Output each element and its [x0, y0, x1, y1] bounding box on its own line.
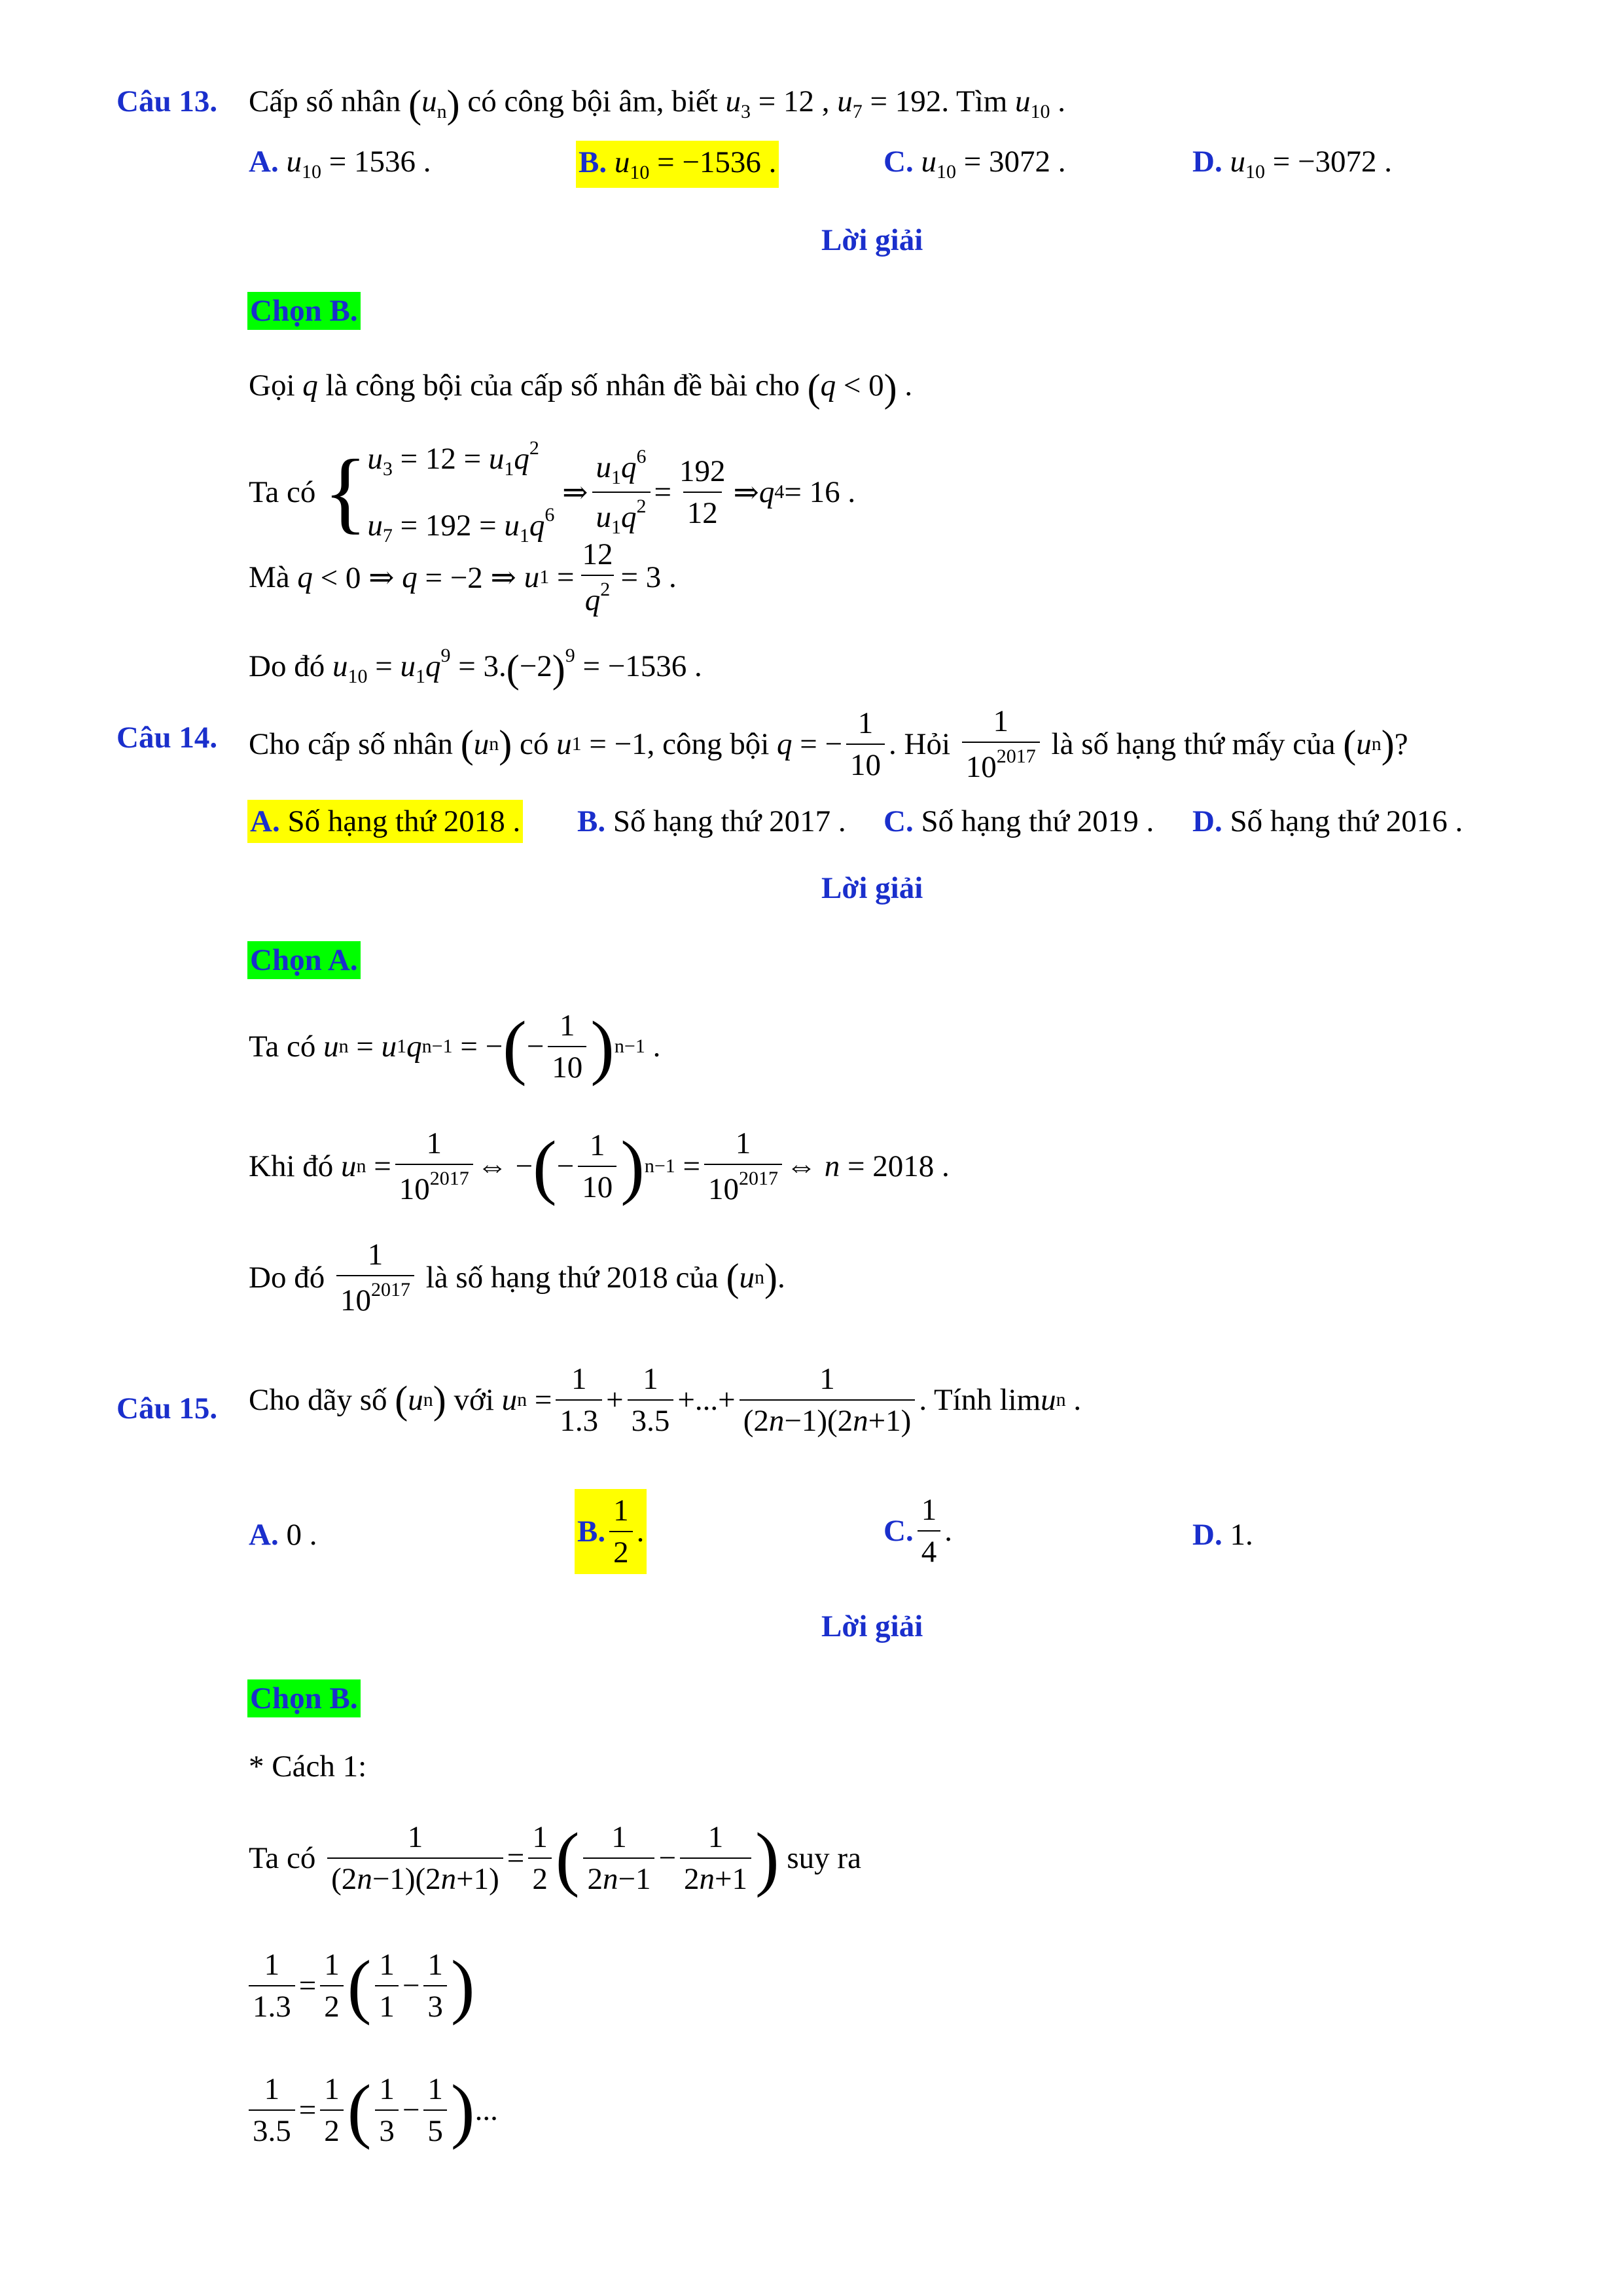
q13-line-1: Gọi q là công bội của cấp số nhân đề bài cho (q < 0) . — [249, 367, 913, 410]
option-13-c[interactable]: C. $u_{10} = 3072$ . — [883, 145, 1066, 183]
q14-line-1: Ta có u n = u 1 q n−1 = − ( − $\frac{1}{10}$ ) n−1 . — [249, 1007, 661, 1086]
q13-line-3: Mà q < 0 ⇒ q = −2 ⇒ u 1 = $\frac{12}{q^2}$ = 3 . — [249, 537, 677, 617]
option-15-a[interactable]: A. 0 . — [249, 1518, 317, 1552]
chosen-answer-13: Chọn B. — [247, 292, 361, 330]
option-15-d[interactable]: D. 1. — [1192, 1518, 1253, 1552]
method-label: * Cách 1: — [249, 1749, 367, 1784]
solution-title-14: Lời giải — [821, 871, 923, 905]
chosen-answer-15: Chọn B. — [247, 1679, 361, 1717]
q15-line-2: $\frac{1}{1.3}$ = $\frac{1}{2}$ ( $\frac{1}{1}$ − $\frac{1}{3}$ ) — [249, 1947, 475, 2024]
question-15-label: Câu 15. — [116, 1391, 218, 1426]
q14-line-3: Do đó $\frac{1}{10^{2017}}$ là số hạng thứ 2018 của ( u n ) . — [249, 1238, 785, 1318]
option-15-b[interactable]: B. $\frac{1}{2}$ . — [575, 1489, 647, 1574]
option-14-a[interactable]: A. Số hạng thứ 2018 . — [247, 800, 523, 843]
option-13-b[interactable]: B. $u_{10} = -1536$ . — [576, 141, 779, 188]
q15-line-3: $\frac{1}{3.5}$ = $\frac{1}{2}$ ( $\frac{1}{3}$ − $\frac{1}{5}$ ) ... — [249, 2072, 498, 2149]
option-14-b[interactable]: B. Số hạng thứ 2017 . — [577, 804, 846, 838]
solution-title-13: Lời giải — [821, 223, 923, 257]
chosen-answer-14: Chọn A. — [247, 941, 361, 979]
option-13-a[interactable]: A. $u_{10} = 1536$ . — [249, 145, 431, 183]
option-13-d[interactable]: D. $u_{10} = -3072$ . — [1192, 145, 1392, 183]
q13-line-2: Ta có { $u_3 = 12 = u_1q^2$ $u_7 = 192 = u_1q^6$ ⇒ $\frac{u_1q^6}{u_1q^2}$ = $\frac{192}{12}$ ⇒ q 4 = 16 . — [249, 437, 856, 547]
q15-line-1: Ta có $\frac{1}{(2n-1)(2n+1)}$ = $\frac{1}{2}$ ( $\frac{1}{2n-1}$ − $\frac{1}{2n+1}$ ) suy ra — [249, 1818, 861, 1898]
option-14-d[interactable]: D. Số hạng thứ 2016 . — [1192, 804, 1463, 838]
q13-line-4: Do đó $u_{10} = u_1q^9 = 3.(-2)^9 = -1536$ . — [249, 645, 702, 691]
question-13-stem: Cấp số nhân $(u_n)$ có công bội âm, biết $u_3 = 12$ , $u_7 = 192$. Tìm $u_{10}$ . — [249, 82, 1066, 126]
option-15-c[interactable]: C. $\frac{1}{4}$ . — [883, 1493, 952, 1569]
option-14-c[interactable]: C. Số hạng thứ 2019 . — [883, 804, 1154, 838]
question-14-stem: Cho cấp số nhân ( u n ) có u 1 = −1, công bội q = − $\frac{1}{10}$ . Hỏi $\frac{1}{10^{2017}}$ là số hạng thứ mấy của ( u n ) ? — [249, 704, 1408, 784]
question-15-stem: Cho dãy số ( u n ) với u n = $\frac{1}{1.3}$ + $\frac{1}{3.5}$ +...+ $\frac{1}{(2n-1)(2n+1)}$ . Tính lim u n . — [249, 1362, 1082, 1438]
solution-title-15: Lời giải — [821, 1609, 923, 1643]
q14-line-2: Khi đó u n = $\frac{1}{10^{2017}}$ ⇔ − ( − $\frac{1}{10}$ ) n−1 = $\frac{1}{10^{2017}}$ ⇔ n = 2018 . — [249, 1126, 950, 1206]
question-14-label: Câu 14. — [116, 721, 218, 755]
question-13-label: Câu 13. — [116, 84, 218, 118]
